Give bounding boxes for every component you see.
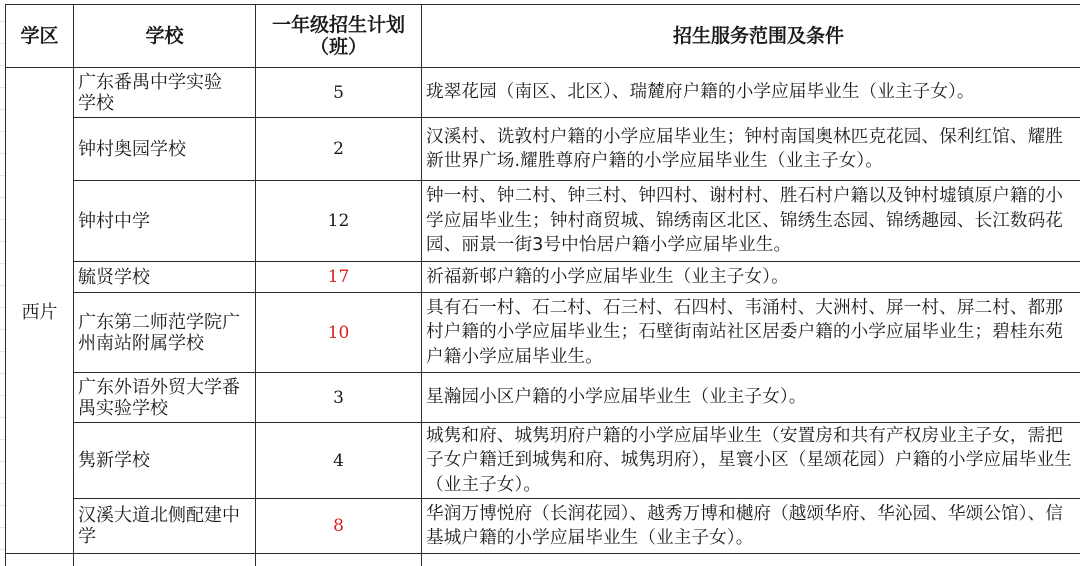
school-cell: 汉溪大道北侧配建中学 [74,499,256,554]
school-cell: 广东番禺中学实验学校 [74,68,256,118]
plan-cell: 3 [256,373,422,423]
plan-cell: 12 [256,181,422,262]
table-row [6,423,1080,499]
header-row [6,5,1080,68]
table-row [6,373,1080,423]
scope-cell: 具有石一村、石二村、石三村、石四村、韦涌村、大洲村、屏一村、屏二村、都那村户籍的小学应届毕业生；石壁街南站社区居委户籍的小学应届毕业生；碧桂东苑户籍小学应届毕业生。 [422,293,1080,373]
table-row [6,68,1080,118]
scope-cell: 华润万博悦府（长润花园）、越秀万博和樾府（越颂华府、华沁园、华颂公馆）、信基城户籍的小学应届毕业生（业主子女）。 [422,499,1080,554]
scope-cell: 钟一村、钟二村、钟三村、钟四村、谢村村、胜石村户籍以及钟村墟镇原户籍的小学应届毕业生；钟村商贸城、锦绣南区北区、锦绣生态园、锦绣趣园、长江数码花园、丽景一街3号中怡居户籍小学应届毕业生。 [422,181,1080,262]
scope-cell: 汉溪村、诜敦村户籍的小学应届毕业生；钟村南国奥林匹克花园、保利红馆、耀胜新世界广场.耀胜尊府户籍的小学应届毕业生（业主子女）。 [422,118,1080,181]
table-footer-row [6,554,1080,566]
scope-cell: 珑翠花园（南区、北区）、瑞麓府户籍的小学应届毕业生（业主子女）。 [422,68,1080,118]
empty-cell [422,554,1080,566]
empty-cell [256,554,422,566]
table-row [6,118,1080,181]
school-cell: 广东第二师范学院广州南站附属学校 [74,293,256,373]
plan-cell: 5 [256,68,422,118]
table-row [6,499,1080,554]
plan-cell: 2 [256,118,422,181]
empty-cell [6,554,74,566]
school-cell: 广东外语外贸大学番禺实验学校 [74,373,256,423]
plan-cell: 10 [256,293,422,373]
enrollment-table [5,4,1080,566]
header-scope: 招生服务范围及条件 [422,5,1080,68]
table-row [6,293,1080,373]
scope-cell: 星瀚园小区户籍的小学应届毕业生（业主子女）。 [422,373,1080,423]
district-cell: 西片 [6,68,74,554]
school-cell: 钟村奥园学校 [74,118,256,181]
scope-cell: 城隽和府、城隽玥府户籍的小学应届毕业生（安置房和共有产权房业主子女，需把子女户籍迁到城隽和府、城隽玥府），星寰小区（星颂花园）户籍的小学应届毕业生（业主子女）。 [422,423,1080,499]
header-school: 学校 [74,5,256,68]
header-plan: 一年级招生计划（班） [256,5,422,68]
plan-cell: 4 [256,423,422,499]
school-cell: 钟村中学 [74,181,256,262]
plan-cell: 8 [256,499,422,554]
scope-cell: 祈福新邨户籍的小学应届毕业生（业主子女）。 [422,262,1080,293]
school-cell: 隽新学校 [74,423,256,499]
plan-cell: 17 [256,262,422,293]
header-district: 学区 [6,5,74,68]
table-row [6,181,1080,262]
school-cell: 毓贤学校 [74,262,256,293]
empty-cell [74,554,256,566]
table-row [6,262,1080,293]
